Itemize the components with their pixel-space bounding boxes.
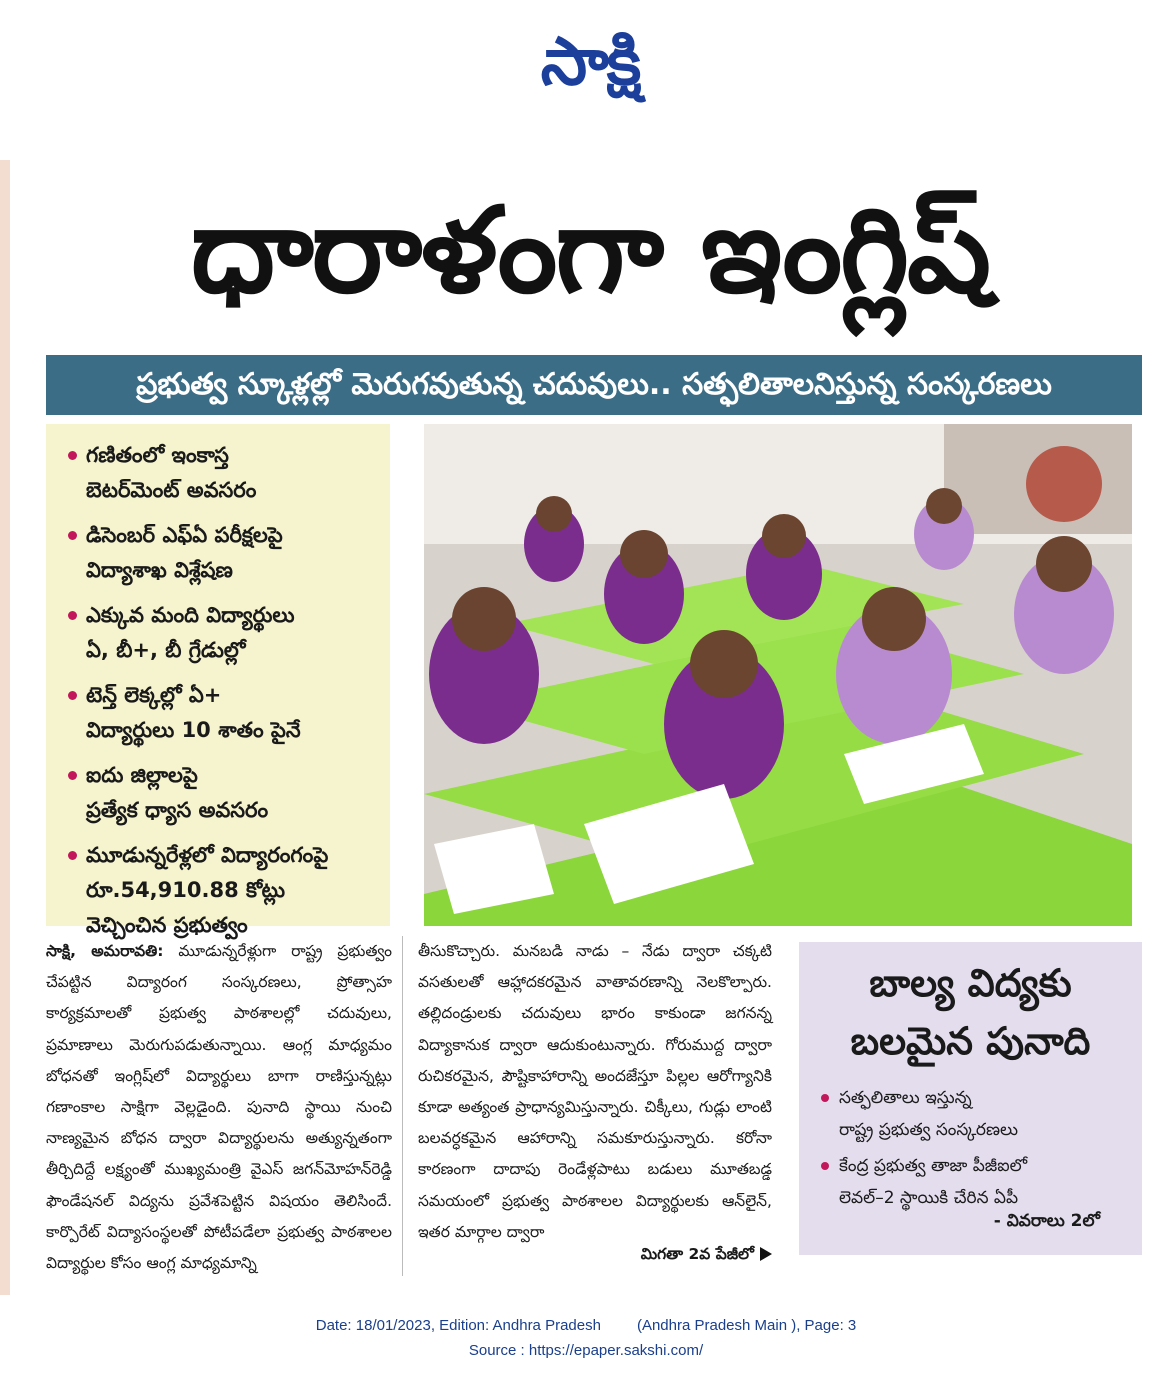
continued-on-page bbox=[641, 1239, 772, 1270]
classroom-photo-illustration bbox=[424, 424, 1132, 926]
highlight-line: ప్రత్యేక ధ్యాస అవసరం bbox=[86, 798, 269, 822]
highlight-item bbox=[68, 758, 376, 828]
highlight-item bbox=[68, 438, 376, 508]
article-column-1 bbox=[46, 936, 392, 1276]
sidebar-box-list bbox=[821, 1082, 1131, 1218]
subheadline-bar: ప్రభుత్వ స్కూళ్లల్లో మెరుగవుతున్న చదువులు.. సత్ఫలితాలనిస్తున్న సంస్కరణలు bbox=[46, 355, 1142, 415]
play-arrow-icon bbox=[760, 1247, 772, 1261]
bullet-dot bbox=[68, 531, 77, 540]
bullet-dot bbox=[68, 851, 77, 860]
highlight-line: బెటర్‌మెంట్‌ అవసరం bbox=[86, 478, 257, 502]
highlight-line: ఎక్కువ మంది విద్యార్థులు bbox=[86, 603, 295, 627]
highlight-line: గణితంలో ఇంకాస్త bbox=[86, 443, 229, 467]
highlight-item bbox=[68, 678, 376, 748]
sidebar-item-line: సత్ఫలితాలు ఇస్తున్న bbox=[839, 1088, 972, 1108]
bullet-dot bbox=[68, 771, 77, 780]
article-text-col2: తీసుకొచ్చారు. మనబడి నాడు – నేడు ద్వారా చక్కటి వసతులతో ఆహ్లాదకరమైన వాతావరణాన్ని నెలకొల్పారు. తల్లిదండ్రులకు చదువులు భారం కాకుండా జగనన్న విద్యాకానుక ద్వారా ఆదుకుంటున్నారు. గోరుముద్ద ద్వారా రుచికరమైన, పౌష్టికాహారాన్ని అందజేస్తూ పిల్లల ఆరోగ్యానికి కూడా అత్యంత ప్రాధాన్యమిస్తున్నారు. చిక్కీలు, గుడ్లు లాంటి బలవర్ధకమైన ఆహారాన్ని సమకూరుస్తున్నారు. కరోనా కారణంగా దాదాపు రెండేళ్లపాటు బడులు మూతబడ్డ సమయంలో ప్రభుత్వ పాఠశాలల విద్యార్థులకు ఆన్‌లైన్‌, ఇతర మార్గాల ద్వారా bbox=[418, 942, 772, 1241]
headline: ధారాళంగా ఇంగ్లిష్‌ bbox=[190, 181, 990, 319]
highlight-item bbox=[68, 838, 376, 943]
highlight-item bbox=[68, 518, 376, 588]
bullet-dot bbox=[68, 691, 77, 700]
sidebar-list-item bbox=[821, 1150, 1131, 1214]
highlights-box bbox=[46, 424, 390, 937]
sidebar-item-line: కేంద్ర ప్రభుత్వ తాజా పీజీఐలో bbox=[839, 1156, 1028, 1176]
bullet-dot bbox=[821, 1162, 829, 1170]
highlight-line: వెచ్చించిన ప్రభుత్వం bbox=[86, 913, 248, 937]
sidebar-box-title bbox=[799, 954, 1142, 1070]
highlight-item bbox=[68, 598, 376, 668]
footer-source: Source : https://epaper.sakshi.com/ bbox=[468, 1342, 704, 1359]
sidebar-title-line: బలమైన పునాది bbox=[850, 1019, 1091, 1063]
sidebar-box bbox=[799, 942, 1142, 1255]
sidebar-item-line: లెవల్‌–2 స్థాయికి చేరిన ఏపీ bbox=[839, 1188, 1019, 1208]
highlight-line: ఏ, బీ+, బీ గ్రేడుల్లో bbox=[86, 638, 246, 662]
sidebar-item-line: రాష్ట్ర ప్రభుత్వ సంస్కరణలు bbox=[839, 1120, 1018, 1140]
continued-label: మిగతా 2వ పేజీలో bbox=[640, 1244, 754, 1263]
bullet-dot bbox=[821, 1094, 829, 1102]
bullet-dot bbox=[68, 451, 77, 460]
highlight-line: మూడున్నరేళ్లలో విద్యారంగంపై bbox=[86, 843, 329, 867]
footer-page-info: (Andhra Pradesh Main ), Page: 3 bbox=[636, 1317, 857, 1334]
article-column-2 bbox=[418, 936, 772, 1276]
photo-wall-poster-motif bbox=[1026, 446, 1102, 522]
highlight-line: రూ.54,910.88 కోట్లు bbox=[86, 878, 286, 902]
highlight-line: విద్యాశాఖ విశ్లేషణ bbox=[86, 558, 233, 582]
article-dateline: సాక్షి, అమరావతి: bbox=[46, 942, 164, 960]
highlights-list bbox=[46, 424, 390, 943]
masthead-logo bbox=[470, 12, 710, 102]
page-footer bbox=[0, 1313, 1172, 1363]
bullet-dot bbox=[68, 611, 77, 620]
classroom-photo bbox=[424, 424, 1132, 926]
column-divider bbox=[402, 936, 403, 1276]
sidebar-list-item bbox=[821, 1082, 1131, 1146]
sidebar-title-line: బాల్య విద్యకు bbox=[869, 961, 1072, 1005]
masthead-logo-mark bbox=[470, 12, 710, 112]
footer-date-edition: Date: 18/01/2023, Edition: Andhra Pradesh bbox=[315, 1317, 601, 1334]
page-left-margin-strip bbox=[0, 160, 10, 1295]
highlight-line: టెన్త్‌ లెక్కల్లో ఏ+ bbox=[86, 683, 222, 707]
details-reference: - వివరాలు 2లో bbox=[993, 1211, 1100, 1231]
highlight-line: విద్యార్థులు 10 శాతం పైనే bbox=[86, 718, 301, 742]
masthead-logo-text: సాక్షి bbox=[540, 23, 640, 100]
article-text-col1: మూడున్నరేళ్లుగా రాష్ట్ర ప్రభుత్వం చేపట్టిన విద్యారంగ సంస్కరణలు, ప్రోత్సాహ కార్యక్రమాలతో ప్రభుత్వ పాఠశాలల్లో చదువులు, ప్రమాణాలు మెరుగుపడుతున్నాయి. ఆంగ్ల మాధ్యమం బోధనతో ఇంగ్లిష్‌లో విద్యార్థులు బాగా రాణిస్తున్నట్లు గణాంకాల సాక్షిగా వెల్లడైంది. పునాది స్థాయి నుంచి నాణ్యమైన బోధన ద్వారా విద్యార్థులను అత్యున్నతంగా తీర్చిదిద్దే లక్ష్యంతో ముఖ్యమంత్రి వైఎస్‌ జగన్‌మోహన్‌రెడ్డి ఫౌండేషనల్‌ విద్యను ప్రవేశపెట్టిన విషయం తెలిసిందే. కార్పొరేట్‌ విద్యాసంస్థలతో పోటీపడేలా ప్రభుత్వ పాఠశాలల విద్యార్థుల కోసం ఆంగ్ల మాధ్యమాన్ని bbox=[46, 942, 392, 1273]
highlight-line: డిసెంబర్‌ ఎఫ్‌ఏ పరీక్షలపై bbox=[86, 523, 283, 547]
highlight-line: ఐదు జిల్లాలపై bbox=[86, 763, 198, 787]
